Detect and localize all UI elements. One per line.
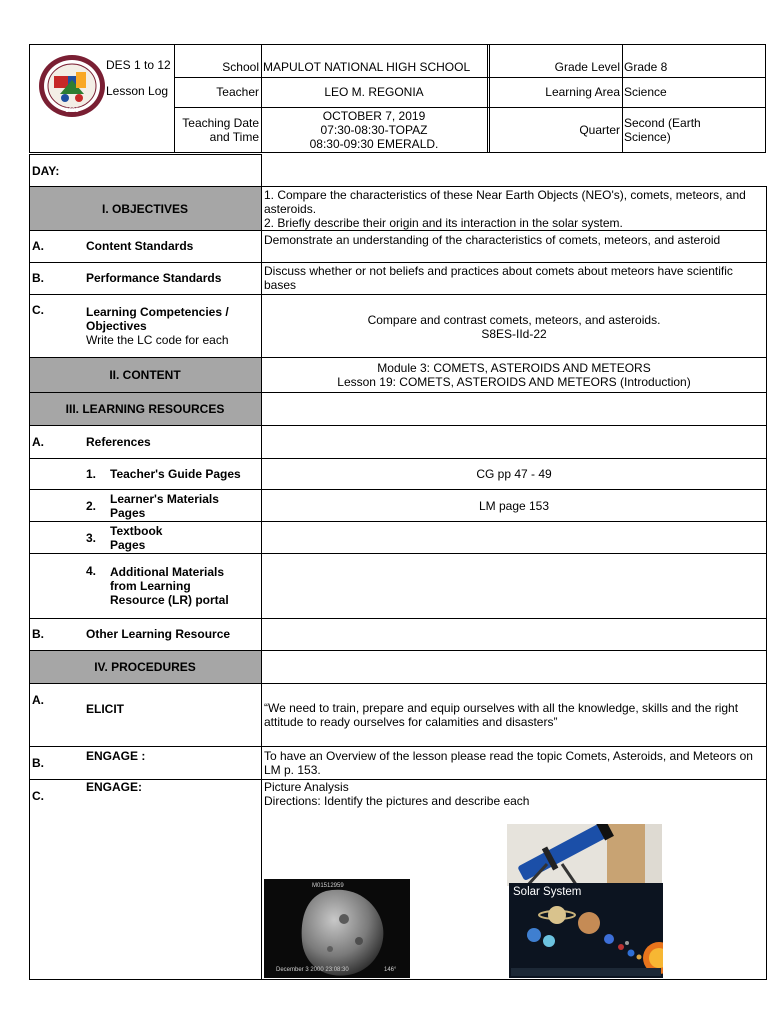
engage-c-text-2: Directions: Identify the pictures and describe each: [264, 794, 530, 808]
teaching-date-label: [174, 116, 261, 144]
school-logo: [38, 54, 108, 118]
engage-b-letter: B.: [32, 756, 44, 770]
other-resource-label: Other Learning Resource: [86, 627, 231, 641]
resources-title: III. LEARNING RESOURCES: [65, 401, 225, 416]
elicit-letter: A.: [32, 693, 44, 707]
engage-c-label: ENGAGE:: [86, 780, 143, 794]
resource-item-2-label: Learner's Materials Pages: [110, 492, 219, 520]
competencies-letter: C.: [32, 303, 44, 317]
engage-c-text: [262, 780, 766, 808]
content-text-1: Module 3: COMETS, ASTEROIDS AND METEORS: [377, 361, 651, 375]
references-label: References: [86, 435, 151, 449]
engage-c-text-1: Picture Analysis: [264, 780, 349, 794]
solar-system-image: [509, 883, 663, 978]
resource-item-3-num: 3.: [86, 531, 97, 545]
other-resource-letter: B.: [32, 627, 44, 641]
quarter-label: Quarter: [579, 123, 620, 137]
svg-text:1998: 1998: [65, 108, 79, 114]
performance-standards-label: Performance Standards: [86, 271, 222, 285]
objectives-title: I. OBJECTIVES: [101, 201, 189, 216]
engage-b-text: To have an Overview of the lesson please read the topic Comets, Asteroids, and Meteors on LM p. 153.: [264, 749, 753, 777]
grade-label: Grade Level: [554, 60, 620, 74]
telescope-image: [507, 824, 662, 886]
school-value: MAPULOT NATIONAL HIGH SCHOOL: [263, 60, 471, 74]
resource-item-4-label: Additional Materials from Learning Resource (LR) portal: [110, 565, 229, 607]
teaching-date-value: [261, 109, 487, 151]
content-title: II. CONTENT: [109, 368, 181, 382]
resource-item-1-label: Teacher's Guide Pages: [110, 467, 241, 481]
competencies-text-1: Compare and contrast comets, meteors, and asteroids.: [367, 313, 661, 327]
quarter-value: [622, 116, 766, 144]
elicit-text: “We need to train, prepare and equip ourselves with all the knowledge, skills and the right attitude to ready ourselves for calamities and disasters”: [264, 701, 739, 729]
day-label: DAY:: [32, 164, 60, 178]
school-label: School: [222, 60, 259, 74]
engage-c-letter: C.: [32, 789, 44, 803]
resource-item-3-label: Textbook Pages: [110, 524, 163, 552]
content-text: [262, 361, 766, 389]
quarter-value-line1: Second (Earth: [624, 116, 701, 130]
resource-item-4-num: 4.: [86, 564, 97, 578]
objectives-text: [262, 188, 766, 230]
form-title: DES 1 to 12: [106, 58, 171, 72]
competencies-text-2: S8ES-IId-22: [481, 327, 547, 341]
resource-item-1-num: 1.: [86, 467, 97, 481]
content-text-2: Lesson 19: COMETS, ASTEROIDS AND METEORS (Introduction): [337, 375, 691, 389]
asteroid-caption-right: 146°: [384, 967, 397, 973]
references-letter: A.: [32, 435, 44, 449]
solar-system-title: Solar System: [513, 886, 582, 898]
learning-area-value: Science: [624, 85, 667, 99]
grade-value: Grade 8: [624, 60, 668, 74]
teaching-date-line1: OCTOBER 7, 2019: [322, 109, 426, 123]
competencies-label-3: Write the LC code for each: [86, 333, 229, 347]
quarter-value-line2: Science): [624, 130, 671, 144]
competencies-label: [84, 305, 259, 347]
objectives-text-2: 2. Briefly describe their origin and its interaction in the solar system.: [264, 216, 623, 230]
procedures-title: IV. PROCEDURES: [94, 659, 196, 674]
teaching-date-line2: 07:30-08:30-TOPAZ: [320, 123, 428, 137]
objectives-text-1: 1. Compare the characteristics of these Near Earth Objects (NEO's), comets, meteors, and asteroids.: [264, 188, 746, 216]
asteroid-caption-top: M01512959: [312, 883, 344, 889]
content-standards-label: Content Standards: [86, 239, 194, 253]
content-standards-letter: A.: [32, 239, 44, 253]
competencies-label-2: Objectives: [86, 319, 147, 333]
teacher-value: LEO M. REGONIA: [324, 85, 424, 99]
teaching-date-line3: 08:30-09:30 EMERALD.: [309, 137, 439, 151]
competencies-label-1: Learning Competencies /: [86, 305, 229, 319]
learning-area-label: Learning Area: [545, 85, 620, 99]
performance-standards-text: Discuss whether or not beliefs and practices about comets about meteors have scientific bases: [264, 264, 733, 292]
resource-item-2-value: LM page 153: [478, 499, 550, 513]
competencies-text: [262, 313, 766, 341]
form-subtitle: Lesson Log: [106, 84, 169, 98]
elicit-label: ELICIT: [86, 702, 124, 716]
engage-b-label: ENGAGE :: [86, 749, 146, 763]
teacher-label: Teacher: [216, 85, 259, 99]
teaching-date-label-line2: and Time: [209, 130, 259, 144]
asteroid-image: [264, 879, 410, 978]
content-standards-text: Demonstrate an understanding of the characteristics of comets, meteors, and asteroid: [264, 233, 721, 247]
asteroid-caption-bottom: December 3 2000 23:08:30: [276, 967, 349, 973]
resource-item-2-num: 2.: [86, 499, 97, 513]
performance-standards-letter: B.: [32, 271, 44, 285]
teaching-date-label-line1: Teaching Date: [182, 116, 259, 130]
resource-item-1-value: CG pp 47 - 49: [476, 467, 552, 481]
